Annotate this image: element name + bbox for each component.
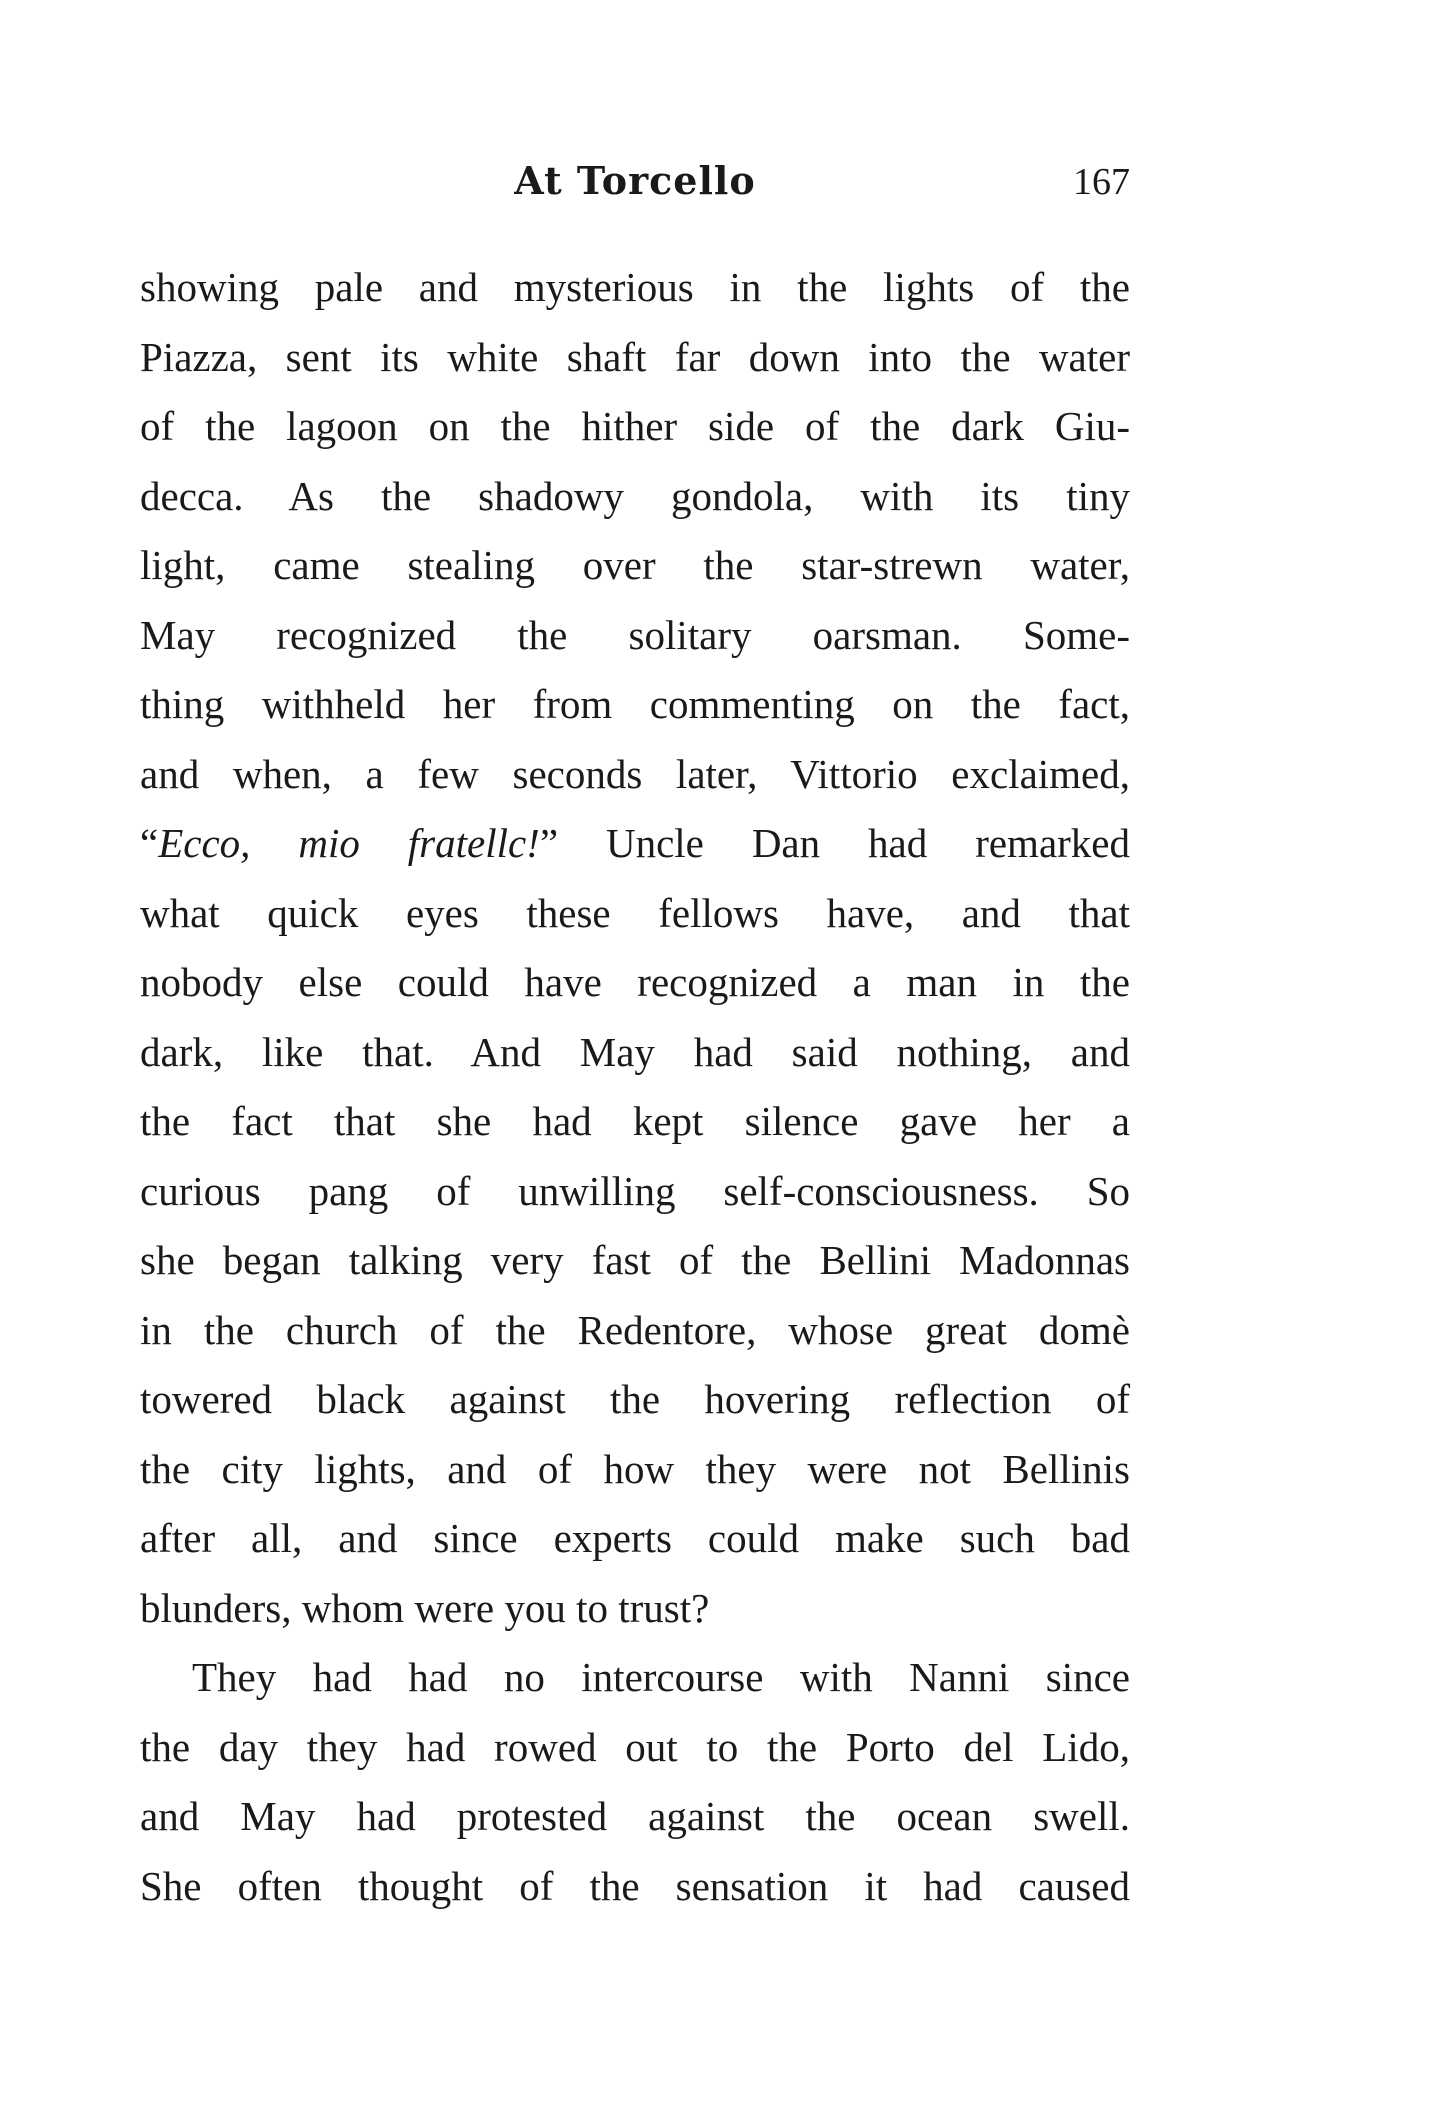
text-line: the fact that she had kept silence gave her a bbox=[140, 1098, 1130, 1144]
italic-quote: Ecco, mio fratellc! bbox=[158, 820, 540, 866]
text-line: thing withheld her from commenting on the fact, bbox=[140, 681, 1130, 727]
text-line: and May had protested against the ocean swell. bbox=[140, 1793, 1130, 1839]
text-line: nobody else could have recognized a man in the bbox=[140, 959, 1130, 1005]
text-line: of the lagoon on the hither side of the dark Giu- bbox=[140, 403, 1130, 449]
text-line: the city lights, and of how they were not Bellinis bbox=[140, 1445, 1130, 1492]
text-line: in the church of the Redentore, whose great domè bbox=[140, 1306, 1130, 1353]
quote-close-mark: ” bbox=[539, 820, 559, 866]
text-line: They had had no intercourse with Nanni since bbox=[192, 1654, 1130, 1700]
text-line: light, came stealing over the star-strewn water, bbox=[140, 542, 1130, 588]
text-line: May recognized the solitary oarsman. Some- bbox=[140, 611, 1130, 658]
text-line: and when, a few seconds later, Vittorio exclaimed, bbox=[140, 750, 1130, 797]
quote-line-rest: Uncle Dan had remarked bbox=[558, 820, 1130, 866]
text-line: Piazza, sent its white shaft far down into the water bbox=[140, 333, 1130, 380]
text-line: towered black against the hovering reflection of bbox=[140, 1376, 1130, 1422]
text-line-quote bbox=[140, 809, 1130, 879]
text-line: what quick eyes these fellows have, and that bbox=[140, 889, 1130, 936]
page-number: 167 bbox=[1073, 161, 1130, 203]
text-line: the day they had rowed out to the Porto del Lido, bbox=[140, 1723, 1130, 1770]
body-text bbox=[140, 253, 1130, 1921]
running-head bbox=[140, 158, 1130, 218]
text-line: decca. As the shadowy gondola, with its tiny bbox=[140, 472, 1130, 519]
quote-open-mark: “ bbox=[140, 820, 159, 866]
text-line: showing pale and mysterious in the lights of the bbox=[140, 264, 1130, 310]
text-line: She often thought of the sensation it had caused bbox=[140, 1862, 1130, 1909]
text-line: curious pang of unwilling self-consciousness. So bbox=[140, 1167, 1130, 1214]
text-line: blunders, whom were you to trust? bbox=[140, 1584, 710, 1631]
text-line: dark, like that. And May had said nothing, and bbox=[140, 1028, 1130, 1075]
text-line: after all, and since experts could make such bad bbox=[140, 1515, 1130, 1561]
running-title: At Torcello bbox=[514, 158, 756, 203]
text-line: she began talking very fast of the Bellini Madonnas bbox=[140, 1237, 1130, 1283]
